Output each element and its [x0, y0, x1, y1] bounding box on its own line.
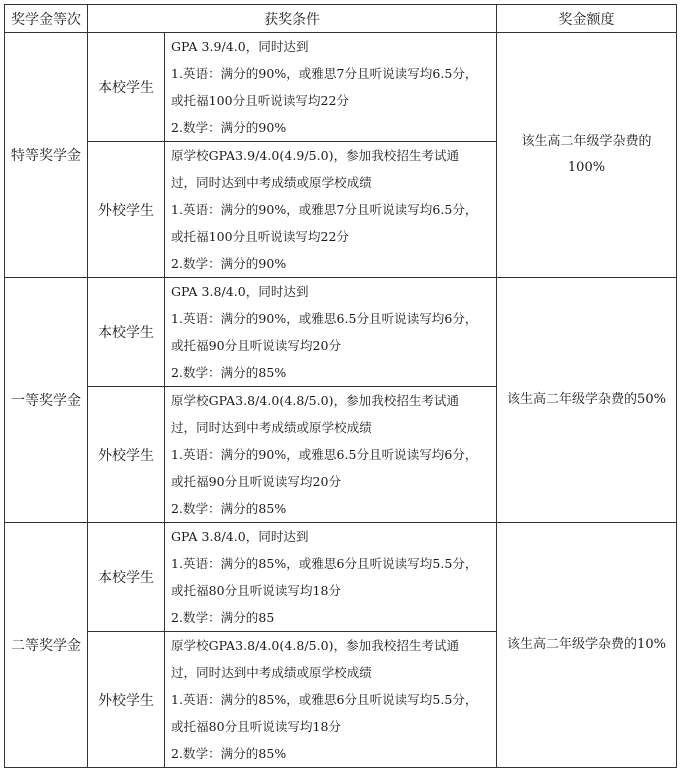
condition-line: 1.英语：满分的90%，或雅思7分且听说读写均6.5分，: [171, 202, 478, 217]
conditions-cell: [165, 387, 497, 523]
condition-line: 1.英语：满分的90%，或雅思7分且听说读写均6.5分，: [171, 66, 478, 81]
condition-line: 1.英语：满分的90%，或雅思6.5分且听说读写均6分，: [171, 311, 478, 326]
condition-line: 2.数学：满分的85: [171, 610, 275, 625]
condition-line: 或托福100分且听说读写均22分: [171, 93, 350, 108]
condition-line: GPA 3.8/4.0，同时达到: [171, 284, 309, 299]
scholarship-table: [4, 4, 677, 768]
table-row: [5, 33, 677, 142]
table-row: [5, 278, 677, 387]
condition-line: 或托福90分且听说读写均20分: [171, 338, 342, 353]
header-level: 奖学金等次: [5, 5, 88, 33]
header-row: [5, 5, 677, 33]
amount-line: 该生高二年级学杂费的: [521, 134, 652, 149]
student-type: 外校学生: [88, 632, 165, 768]
condition-line: 1.英语：满分的85%，或雅思6分且听说读写均5.5分，: [171, 556, 478, 571]
condition-line: 2.数学：满分的90%: [171, 120, 287, 135]
tier-amount: [497, 33, 677, 278]
header-conditions: 获奖条件: [88, 5, 497, 33]
student-type: 外校学生: [88, 387, 165, 523]
condition-line: 或托福80分且听说读写均18分: [171, 583, 342, 598]
condition-line: 1.英语：满分的90%，或雅思6.5分且听说读写均6分，: [171, 447, 478, 462]
amount-line: 100%: [567, 160, 606, 175]
student-type: 本校学生: [88, 278, 165, 387]
table-row: [5, 523, 677, 632]
conditions-cell: [165, 632, 497, 768]
amount-line: 该生高二年级学杂费的50%: [507, 392, 666, 407]
tier-amount: [497, 523, 677, 768]
conditions-cell: [165, 278, 497, 387]
student-type: 本校学生: [88, 33, 165, 142]
amount-line: 该生高二年级学杂费的10%: [507, 637, 666, 652]
condition-line: 原学校GPA3.8/4.0(4.8/5.0)，参加我校招生考试通: [171, 638, 460, 653]
condition-line: GPA 3.9/4.0，同时达到: [171, 39, 309, 54]
tier-level: 一等奖学金: [5, 278, 88, 523]
header-amount: 奖金额度: [497, 5, 677, 33]
condition-line: 或托福100分且听说读写均22分: [171, 229, 350, 244]
condition-line: 过，同时达到中考成绩或原学校成绩: [171, 175, 372, 190]
tier-level: 特等奖学金: [5, 33, 88, 278]
condition-line: 过，同时达到中考成绩或原学校成绩: [171, 665, 372, 680]
condition-line: GPA 3.8/4.0，同时达到: [171, 529, 309, 544]
condition-line: 或托福80分且听说读写均18分: [171, 719, 342, 734]
conditions-cell: [165, 142, 497, 278]
condition-line: 2.数学：满分的85%: [171, 501, 287, 516]
condition-line: 2.数学：满分的90%: [171, 256, 287, 271]
condition-line: 原学校GPA3.8/4.0(4.8/5.0)，参加我校招生考试通: [171, 393, 460, 408]
condition-line: 原学校GPA3.9/4.0(4.9/5.0)，参加我校招生考试通: [171, 148, 460, 163]
condition-line: 2.数学：满分的85%: [171, 365, 287, 380]
condition-line: 过，同时达到中考成绩或原学校成绩: [171, 420, 372, 435]
tier-level: 二等奖学金: [5, 523, 88, 768]
student-type: 本校学生: [88, 523, 165, 632]
student-type: 外校学生: [88, 142, 165, 278]
conditions-cell: [165, 33, 497, 142]
condition-line: 1.英语：满分的85%，或雅思6分且听说读写均5.5分，: [171, 692, 478, 707]
tier-amount: [497, 278, 677, 523]
condition-line: 或托福90分且听说读写均20分: [171, 474, 342, 489]
conditions-cell: [165, 523, 497, 632]
condition-line: 2.数学：满分的85%: [171, 746, 287, 761]
